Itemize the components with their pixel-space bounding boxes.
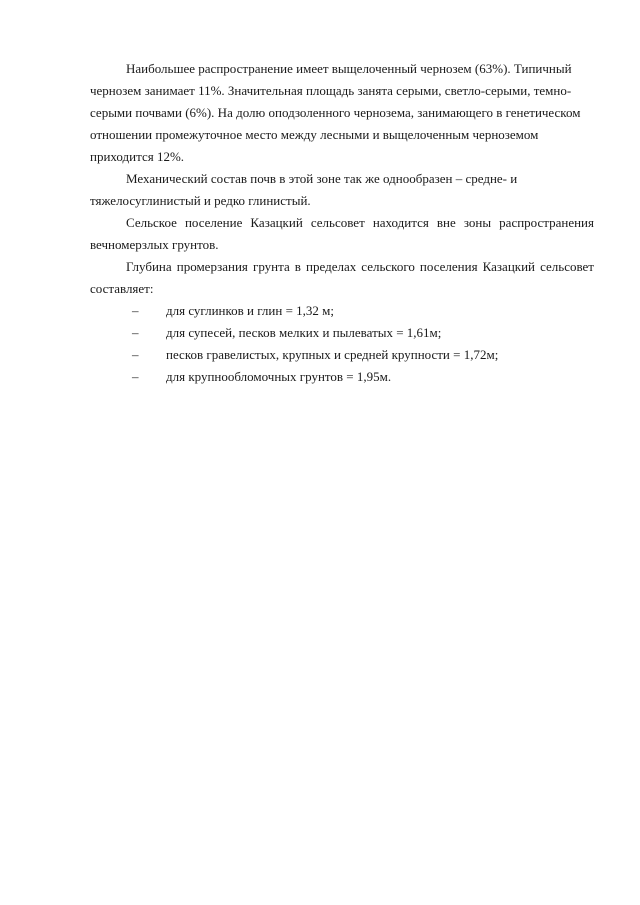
paragraph-soil-composition: Механический состав почв в этой зоне так же однообразен – средне- и тяжелосуглинистый и редко глинистый. — [90, 171, 518, 208]
list-item-text: песков гравелистых, крупных и средней крупности = 1,72м; — [166, 347, 499, 362]
document-body — [90, 58, 594, 388]
freezing-depth-list — [90, 300, 594, 388]
dash-marker: – — [132, 369, 139, 384]
list-item-text: для супесей, песков мелких и пылеватых = 1,61м; — [166, 325, 442, 340]
list-item — [90, 366, 594, 388]
dash-marker: – — [132, 303, 139, 318]
list-item-text: для крупнообломочных грунтов = 1,95м. — [166, 369, 392, 384]
paragraph-soil-distribution: Наибольшее распространение имеет выщелоченный чернозем (63%). Типичный чернозем занимает 11%. Значительная площадь занята серыми, светло-серыми, темно-серыми почвами (6%). На долю оподзоленного чернозема, занимающего в генетическом отношении промежуточное место между лесными и выщелоченным черноземом приходится 12%. — [90, 61, 581, 164]
dash-marker: – — [132, 347, 139, 362]
list-item — [90, 300, 594, 322]
dash-marker: – — [132, 325, 139, 340]
list-item-text: для суглинков и глин = 1,32 м; — [166, 303, 334, 318]
list-item — [90, 322, 594, 344]
paragraph-permafrost: Сельское поселение Казацкий сельсовет находится вне зоны распространения вечномерзлых грунтов. — [90, 215, 594, 252]
list-item — [90, 344, 594, 366]
paragraph-freezing-depth: Глубина промерзания грунта в пределах сельского поселения Казацкий сельсовет составляет: — [90, 259, 594, 296]
